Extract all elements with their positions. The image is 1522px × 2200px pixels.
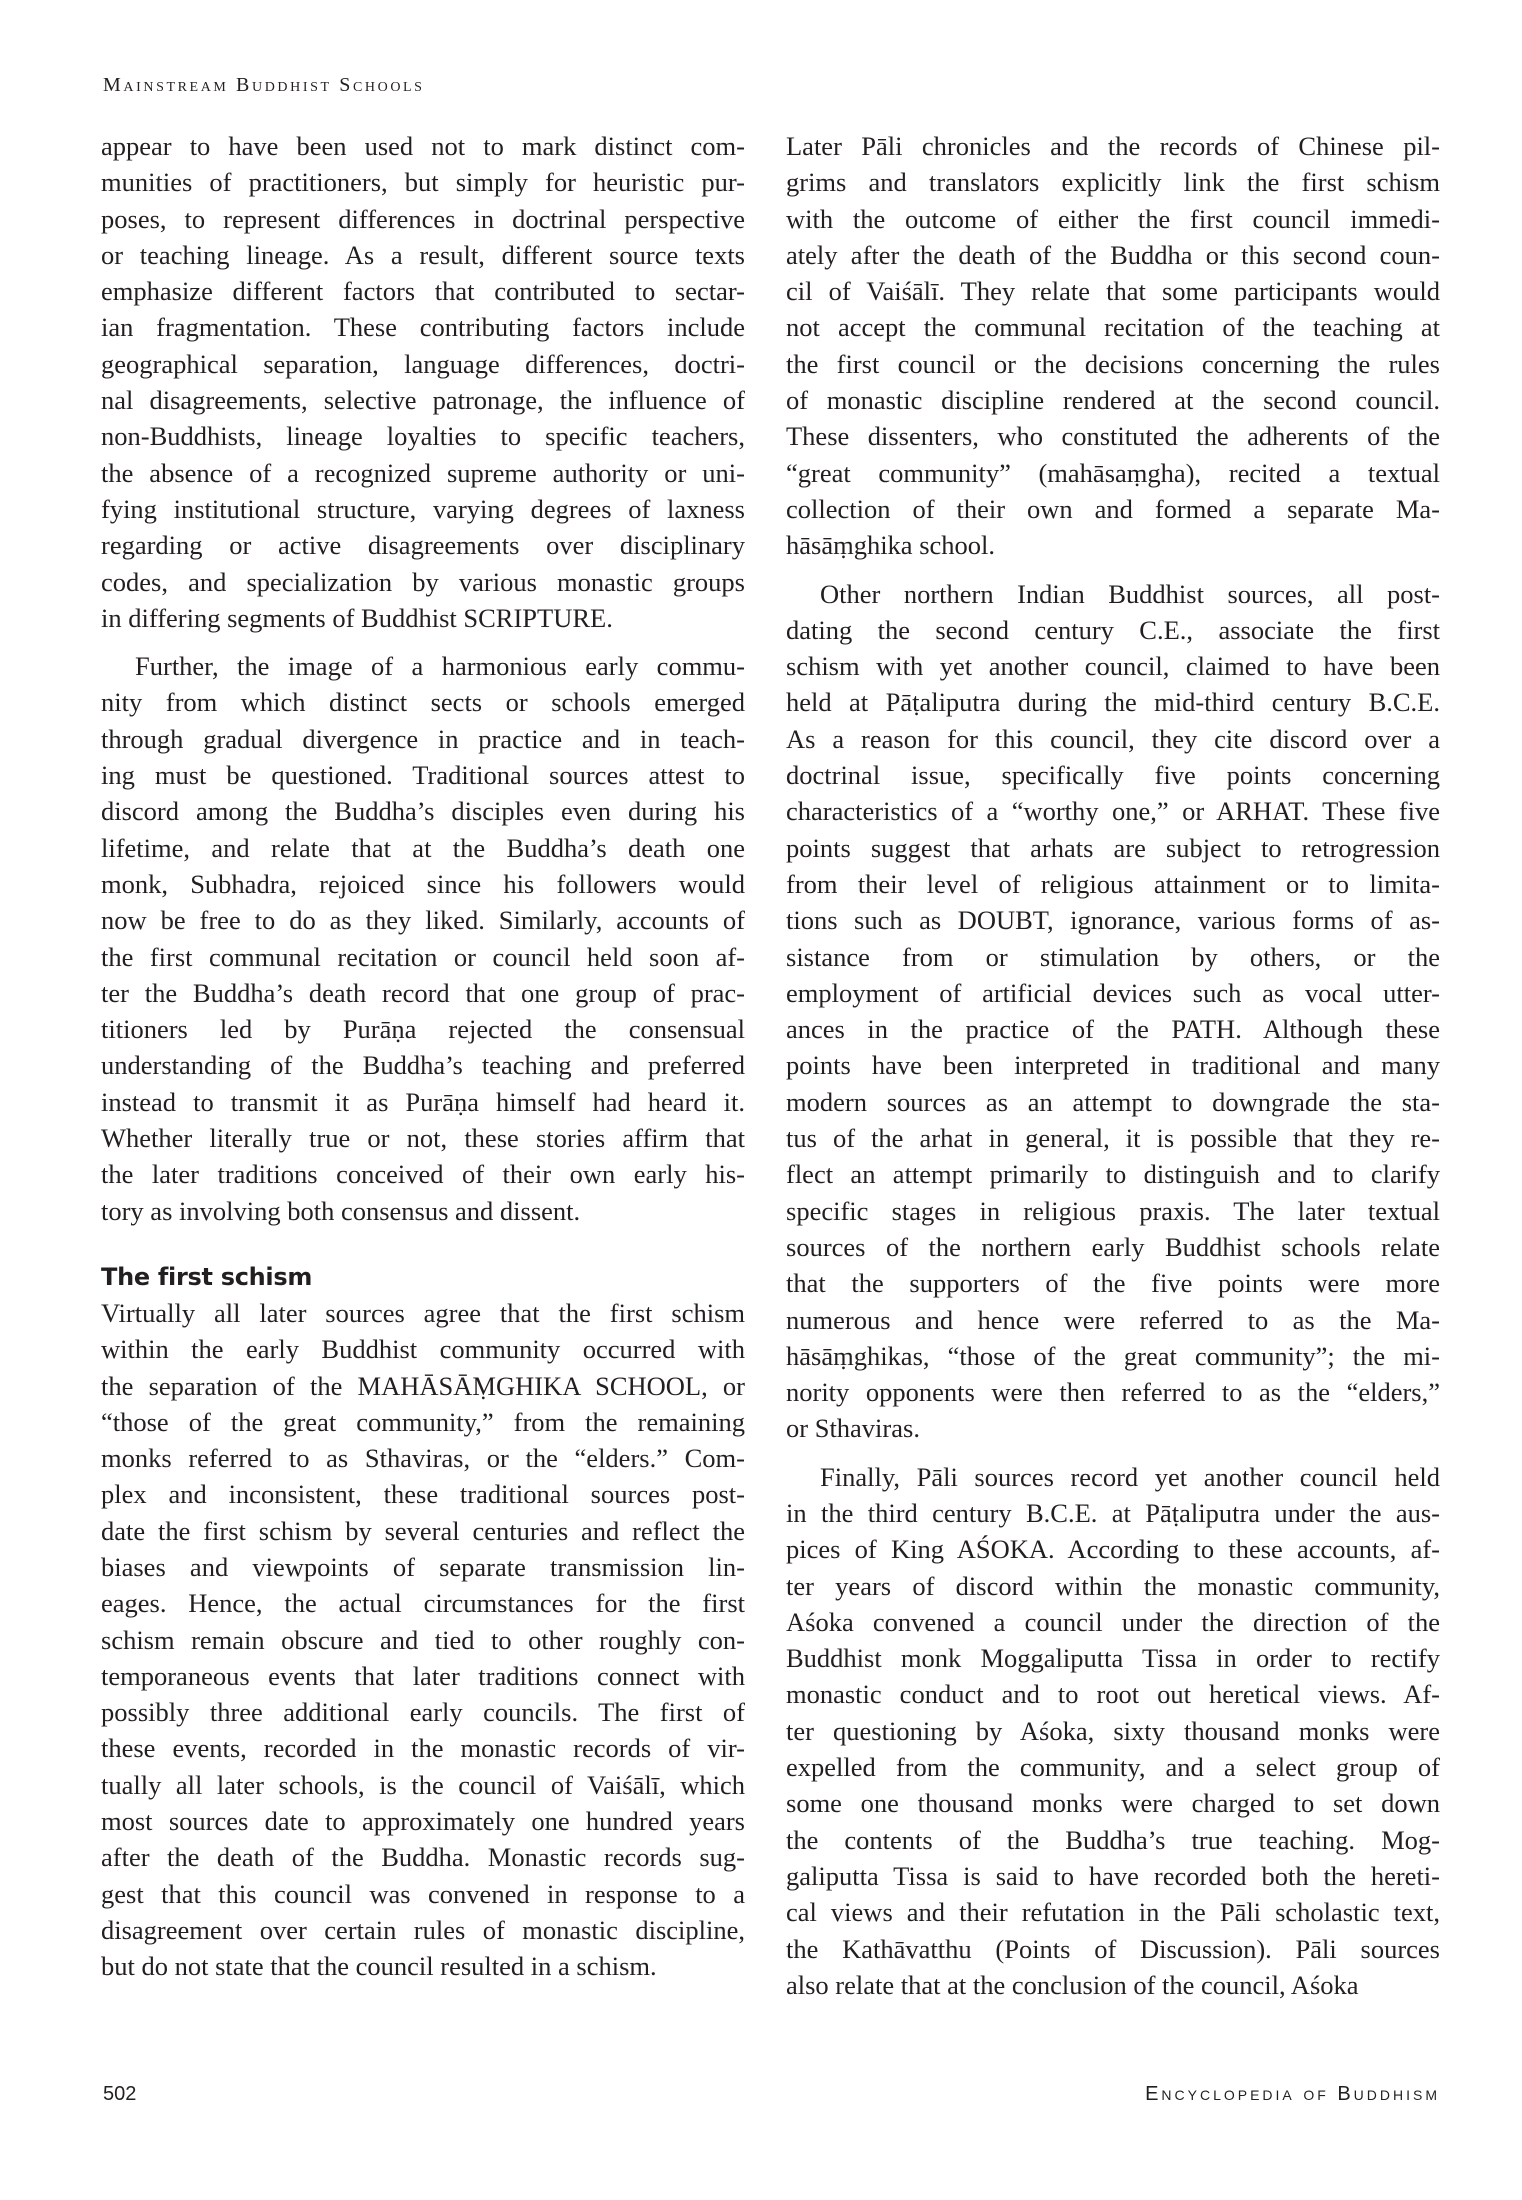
text-line: date the first schism by several centuries and reflect the [101, 1515, 745, 1546]
text-line: gest that this council was convened in response to a [101, 1878, 745, 1909]
text-line: the contents of the Buddha’s true teaching. Mog- [786, 1824, 1440, 1855]
text-line: pices of King AŚOKA. According to these accounts, af- [786, 1534, 1440, 1565]
text-line: Finally, Pāli sources record yet another council held [820, 1461, 1440, 1492]
text-line: Aśoka convened a council under the direction of the [786, 1606, 1440, 1637]
text-line: from their level of religious attainment or to limita- [786, 868, 1440, 899]
text-line: tory as involving both consensus and dissent. [101, 1195, 581, 1226]
section-heading: The first schism [101, 1262, 313, 1291]
text-line: “those of the great community,” from the remaining [101, 1406, 745, 1437]
text-line: sources of the northern early Buddhist schools relate [786, 1231, 1440, 1262]
text-line: biases and viewpoints of separate transmission lin- [101, 1551, 745, 1582]
text-line: through gradual divergence in practice and in teach- [101, 723, 745, 754]
text-line: “great community” (mahāsaṃgha), recited a textual [786, 457, 1440, 488]
text-line: nity from which distinct sects or schools emerged [101, 687, 745, 718]
text-line: munities of practitioners, but simply for heuristic pur- [101, 167, 745, 198]
text-line: the later traditions conceived of their own early his- [101, 1159, 745, 1190]
text-line: expelled from the community, and a select group of [786, 1752, 1440, 1783]
text-line: not accept the communal recitation of the teaching at [786, 312, 1440, 343]
text-line: ately after the death of the Buddha or this second coun- [786, 239, 1440, 270]
text-line: monks referred to as Sthaviras, or the “elders.” Com- [101, 1443, 745, 1474]
text-line: characteristics of a “worthy one,” or ARHAT. These five [786, 796, 1440, 827]
text-line: ing must be questioned. Traditional sources attest to [101, 760, 745, 791]
left-column [101, 128, 745, 1985]
text-line: instead to transmit it as Purāṇa himself had heard it. [101, 1086, 745, 1117]
text-line: or Sthaviras. [786, 1413, 920, 1444]
right-paragraphs [786, 128, 1440, 2003]
text-line: lifetime, and relate that at the Buddha’s death one [101, 832, 745, 863]
text-line: the first council or the decisions concerning the rules [786, 348, 1440, 379]
text-line: that the supporters of the five points were more [786, 1268, 1440, 1299]
text-line: most sources date to approximately one hundred years [101, 1806, 745, 1837]
text-line: sistance from or stimulation by others, or the [786, 941, 1440, 972]
text-line: held at Pāṭaliputra during the mid-third century B.C.E. [786, 687, 1440, 718]
text-line: monastic conduct and to root out heretical views. Af- [786, 1679, 1440, 1710]
text-line: specific stages in religious praxis. The later textual [786, 1195, 1440, 1226]
text-line: the first communal recitation or council held soon af- [101, 941, 745, 972]
text-line: As a reason for this council, they cite discord over a [786, 723, 1440, 754]
paragraph [786, 576, 1440, 1447]
paragraph [101, 648, 745, 1229]
page-number: 502 [103, 2083, 137, 2105]
text-line: with the outcome of either the first council immedi- [786, 203, 1440, 234]
paragraph [101, 1295, 745, 1985]
text-line: the absence of a recognized supreme authority or uni- [101, 457, 745, 488]
text-line: modern sources as an attempt to downgrade the sta- [786, 1086, 1440, 1117]
text-line: regarding or active disagreements over disciplinary [101, 530, 745, 561]
text-line: numerous and hence were referred to as the Ma- [786, 1304, 1440, 1335]
text-line: schism with yet another council, claimed to have been [786, 651, 1440, 682]
text-line: Buddhist monk Moggaliputta Tissa in order to rectify [786, 1643, 1440, 1674]
text-line: possibly three additional early councils. The first of [101, 1697, 745, 1728]
text-line: non-Buddhists, lineage loyalties to specific teachers, [101, 421, 745, 452]
text-line: ter questioning by Aśoka, sixty thousand monks were [786, 1715, 1440, 1746]
text-line: hāsāṃghikas, “those of the great community”; the mi- [786, 1340, 1440, 1371]
text-line: galiputta Tissa is said to have recorded both the hereti- [786, 1860, 1440, 1891]
text-line: also relate that at the conclusion of the council, Aśoka [786, 1969, 1359, 2000]
text-line: discord among the Buddha’s disciples even during his [101, 796, 745, 827]
text-line: in differing segments of Buddhist SCRIPTURE. [101, 602, 613, 633]
text-line: codes, and specialization by various monastic groups [101, 566, 745, 597]
text-line: Other northern Indian Buddhist sources, all post- [820, 578, 1440, 609]
text-line: disagreement over certain rules of monastic discipline, [101, 1914, 745, 1945]
book-title: Encyclopedia of Buddhism [1145, 2083, 1440, 2105]
text-line: ter years of discord within the monastic community, [786, 1570, 1440, 1601]
text-line: schism remain obscure and tied to other roughly con- [101, 1624, 745, 1655]
running-head: Mainstream Buddhist Schools [103, 74, 425, 96]
text-line: the Kathāvatthu (Points of Discussion). Pāli sources [786, 1933, 1440, 1964]
right-column [786, 128, 1440, 2003]
text-line: Further, the image of a harmonious early commu- [135, 651, 745, 682]
text-line: nority opponents were then referred to as the “elders,” [786, 1377, 1440, 1408]
text-line: collection of their own and formed a separate Ma- [786, 493, 1440, 524]
text-line: of monastic discipline rendered at the second council. [786, 385, 1440, 416]
text-line: some one thousand monks were charged to set down [786, 1788, 1440, 1819]
text-line: plex and inconsistent, these traditional sources post- [101, 1479, 745, 1510]
text-line: Later Pāli chronicles and the records of Chinese pil- [786, 131, 1440, 161]
text-line: doctrinal issue, specifically five points concerning [786, 760, 1440, 791]
text-line: grims and translators explicitly link the first schism [786, 167, 1440, 198]
text-line: tually all later schools, is the council of Vaiśālī, which [101, 1769, 745, 1800]
text-line: dating the second century C.E., associate the first [786, 614, 1440, 645]
text-line: in the third century B.C.E. at Pāṭaliputra under the aus- [786, 1497, 1440, 1528]
text-line: points suggest that arhats are subject to retrogression [786, 832, 1440, 863]
text-line: flect an attempt primarily to distinguish and to clarify [786, 1159, 1440, 1190]
left-paragraphs [101, 128, 745, 1229]
text-line: now be free to do as they liked. Similarly, accounts of [101, 905, 745, 936]
text-line: cal views and their refutation in the Pāli scholastic text, [786, 1897, 1440, 1928]
section-paragraphs [101, 1295, 745, 1985]
text-line: These dissenters, who constituted the adherents of the [786, 421, 1440, 452]
text-line: hāsāṃghika school. [786, 530, 996, 561]
text-line: eages. Hence, the actual circumstances for the first [101, 1588, 745, 1619]
text-line: these events, recorded in the monastic records of vir- [101, 1733, 745, 1764]
text-line: Whether literally true or not, these stories affirm that [101, 1123, 745, 1154]
text-line: fying institutional structure, varying degrees of laxness [101, 493, 745, 524]
text-line: monk, Subhadra, rejoiced since his followers would [101, 868, 745, 899]
text-line: after the death of the Buddha. Monastic records sug- [101, 1842, 745, 1873]
text-line: tus of the arhat in general, it is possible that they re- [786, 1123, 1440, 1154]
text-line: understanding of the Buddha’s teaching and preferred [101, 1050, 745, 1081]
paragraph [786, 1459, 1440, 2003]
paragraph [101, 128, 745, 636]
text-line: geographical separation, language differences, doctri- [101, 348, 745, 379]
text-line: appear to have been used not to mark distinct com- [101, 131, 745, 161]
text-line: points have been interpreted in traditional and many [786, 1050, 1440, 1081]
text-line: nal disagreements, selective patronage, the influence of [101, 385, 745, 416]
text-line: the separation of the MAHĀSĀṂGHIKA SCHOOL, or [101, 1370, 745, 1401]
text-line: ian fragmentation. These contributing factors include [101, 312, 745, 343]
text-line: within the early Buddhist community occurred with [101, 1334, 745, 1365]
text-line: poses, to represent differences in doctrinal perspective [101, 203, 745, 234]
text-line: Virtually all later sources agree that the first schism [101, 1297, 745, 1328]
text-line: ances in the practice of the PATH. Although these [786, 1014, 1440, 1045]
text-line: emphasize different factors that contributed to sectar- [101, 276, 745, 307]
text-line: but do not state that the council resulted in a schism. [101, 1951, 657, 1982]
text-line: cil of Vaiśālī. They relate that some participants would [786, 276, 1440, 307]
text-line: ter the Buddha’s death record that one group of prac- [101, 977, 745, 1008]
text-line: or teaching lineage. As a result, different source texts [101, 239, 745, 270]
text-line: temporaneous events that later traditions connect with [101, 1660, 745, 1691]
paragraph [786, 128, 1440, 564]
text-line: tions such as DOUBT, ignorance, various forms of as- [786, 905, 1440, 936]
text-line: employment of artificial devices such as vocal utter- [786, 977, 1440, 1008]
text-line: titioners led by Purāṇa rejected the consensual [101, 1014, 745, 1045]
